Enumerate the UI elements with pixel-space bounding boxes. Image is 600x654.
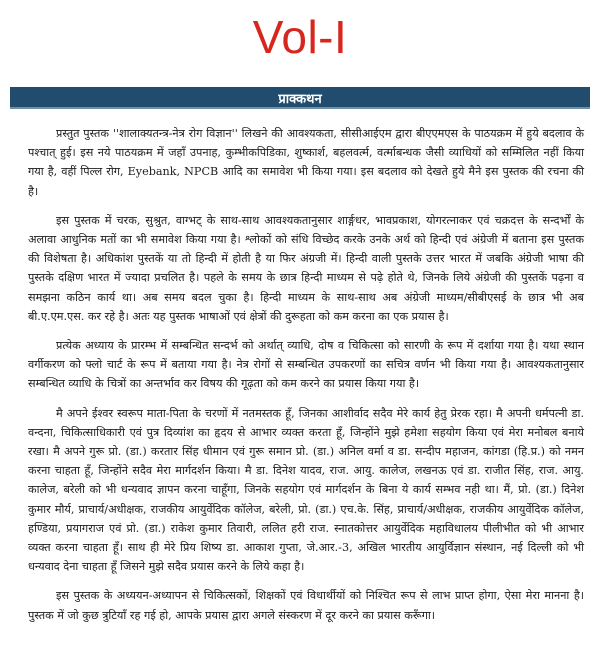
section-title: प्राक्कथन xyxy=(278,92,322,107)
volume-label: Vol-I xyxy=(252,11,348,63)
paragraph-closing: इस पुस्तक के अध्ययन-अध्यापन से चिकित्सकों, शिक्षकों एवं विधार्थीयों को निश्चित रूप से लाभ प्राप्त होगा, ऐसा मेरा मानना है। पुस्तक में जो कुछ त्रुटियाँ रह गई हो, आपके प्रयास द्वारा अगले संस्करण में दूर करने का प्रयास करूँगा। xyxy=(28,589,584,622)
paragraph-purpose: प्रस्तुत पुस्तक ''शालाक्यतन्त्र-नेत्र रोग विज्ञान'' लिखने की आवश्यकता, सीसीआईएम द्वारा बीएएमएस के पाठयक्रम में हुये बदलाव के पश्चात् हुई। इस नये पाठयक्रम में जहाँ उपनाह, कुम्भीकपिडिका, शुष्कार्श, बहलवर्त्म, वर्त्माबन्धक जैसी व्याधियों को सम्मिलित नहीं किया गया है, वहीं पिल्ल रोग, Eyebank, NPCB आदि का समावेश भी किया गया। इस बदलाव को देखते हुये मैने इस पुस्तक की रचना की है। xyxy=(28,127,584,198)
paragraph-acknowledgements: मै अपने ईश्वर स्वरूप माता-पिता के चरणों में नतमस्तक हूँ, जिनका आशीर्वाद सदैव मेरे कार्य हेतु प्रेरक रहा। मै अपनी धर्मपत्नी डा. वन्दना, चिकित्साधिकारी एवं पुत्र दिव्यांश का हृदय से आभार व्यक्त करता हूँ, जिन्होंने मुझे हमेशा सहयोग किया एवं मेरा मनोबल बनाये रखा। मै अपने गुरू प्रो. (डा.) करतार सिंह धीमान एवं गुरू समान प्रो. (डा.) अनिल वर्मा व डा. सन्दीप महाजन, कांगडा (हि.प्र.) को नमन करना चाहता हूँ, जिन्होंने सदैव मेरा मार्गदर्शन किया। मै डा. दिनेश यादव, राज. आयु. कालेज, लखनऊ एवं डा. राजीत सिंह, राज. आयु. कालेज, बरेली को भी धन्यवाद ज्ञापन करना चाहूँगा, जिनके सहयोग एवं मार्गदर्शन के बिना ये कार्य सम्भव नही था। मैं, प्रो. (डा.) दिनेश कुमार मौर्य, प्राचार्य/अधीक्षक, राजकीय आयुर्वेदिक कॉलेज, बरेली, प्रो. (डा.) एच.के. सिंह, प्राचार्य/अधीक्षक, राजकीय आयुर्वेदिक कॉलेज, हण्डिया, प्रयागराज एवं प्रो. (डा.) राकेश कुमार तिवारी, ललित हरी राज. स्नातकोत्तर आयुर्वेदिक महाविधालय पीलीभीत को भी आभार व्यक्त करना चाहता हूँ। साथ ही मेरे प्रिय शिष्य डा. आकाश गुप्ता, जे.आर.-3, अखिल भारतीय आयुर्विज्ञान संस्थान, नई दिल्ली को भी धन्यवाद देना चाहता हूँ जिसने मुझे सदैव प्रयास करने के लिये कहा है। xyxy=(28,406,584,574)
paragraph-sources: इस पुस्तक में चरक, सुश्रुत, वाग्भट् के साथ-साथ आवश्यकतानुसार शार्ङ्गधर, भावप्रकाश, योगरत्नाकर एवं चक्रदत्त के सन्दर्भों के अलावा आधुनिक मतों का भी समावेश किया गया है। श्लोकों को संधि विच्छेद करके उनके अर्थ को हिन्दी एवं अंग्रेजी में बताना इस पुस्तक की विशेषता है। अधिकांश पुस्तकें या तो हिन्दी में होती है या फिर अंग्रजी में। हिन्दी वाली पुस्तके उत्तर भारत में जबकि अंग्रेजी भाषा की पुस्तके दक्षिण भारत में ज्यादा प्रचलित है। पहले के समय के छात्र हिन्दी माध्यम से पढ़े होते थे, जिनके लिये अंग्रेजी की पुस्तकें पढ़ना व समझना कठिन कार्य था। अब समय बदल चुका है। हिन्दी माध्यम के साथ-साथ अब अंग्रेजी माध्यम/सीबीएसई के छात्र भी अब बी.ए.एम.एस. कर रहे है। अतः यह पुस्तक भाषाओं एवं क्षेत्रों की दुरूहता को कम करना का एक प्रयास है। xyxy=(28,213,584,323)
paragraph-structure: प्रत्येक अध्याय के प्रारम्भ में सम्बन्धित सन्दर्भ को अर्थात् व्याधि, दोष व चिकित्सा को सारणी के रूप में दर्शाया गया है। यथा स्थान वर्गीकरण को फ्लो चार्ट के रूप में बताया गया है। नेत्र रोगों से सम्बन्धित उपकरणों का सचित्र वर्णन भी किया गया है। आवश्यकतानुसार सम्बन्धित व्याधि के चित्रों का अन्तर्भाव कर विषय की गूढ़ता को कम करने का प्रयास किया गया है। xyxy=(28,339,584,391)
preface-body xyxy=(28,124,584,635)
section-header-bar xyxy=(10,87,590,109)
